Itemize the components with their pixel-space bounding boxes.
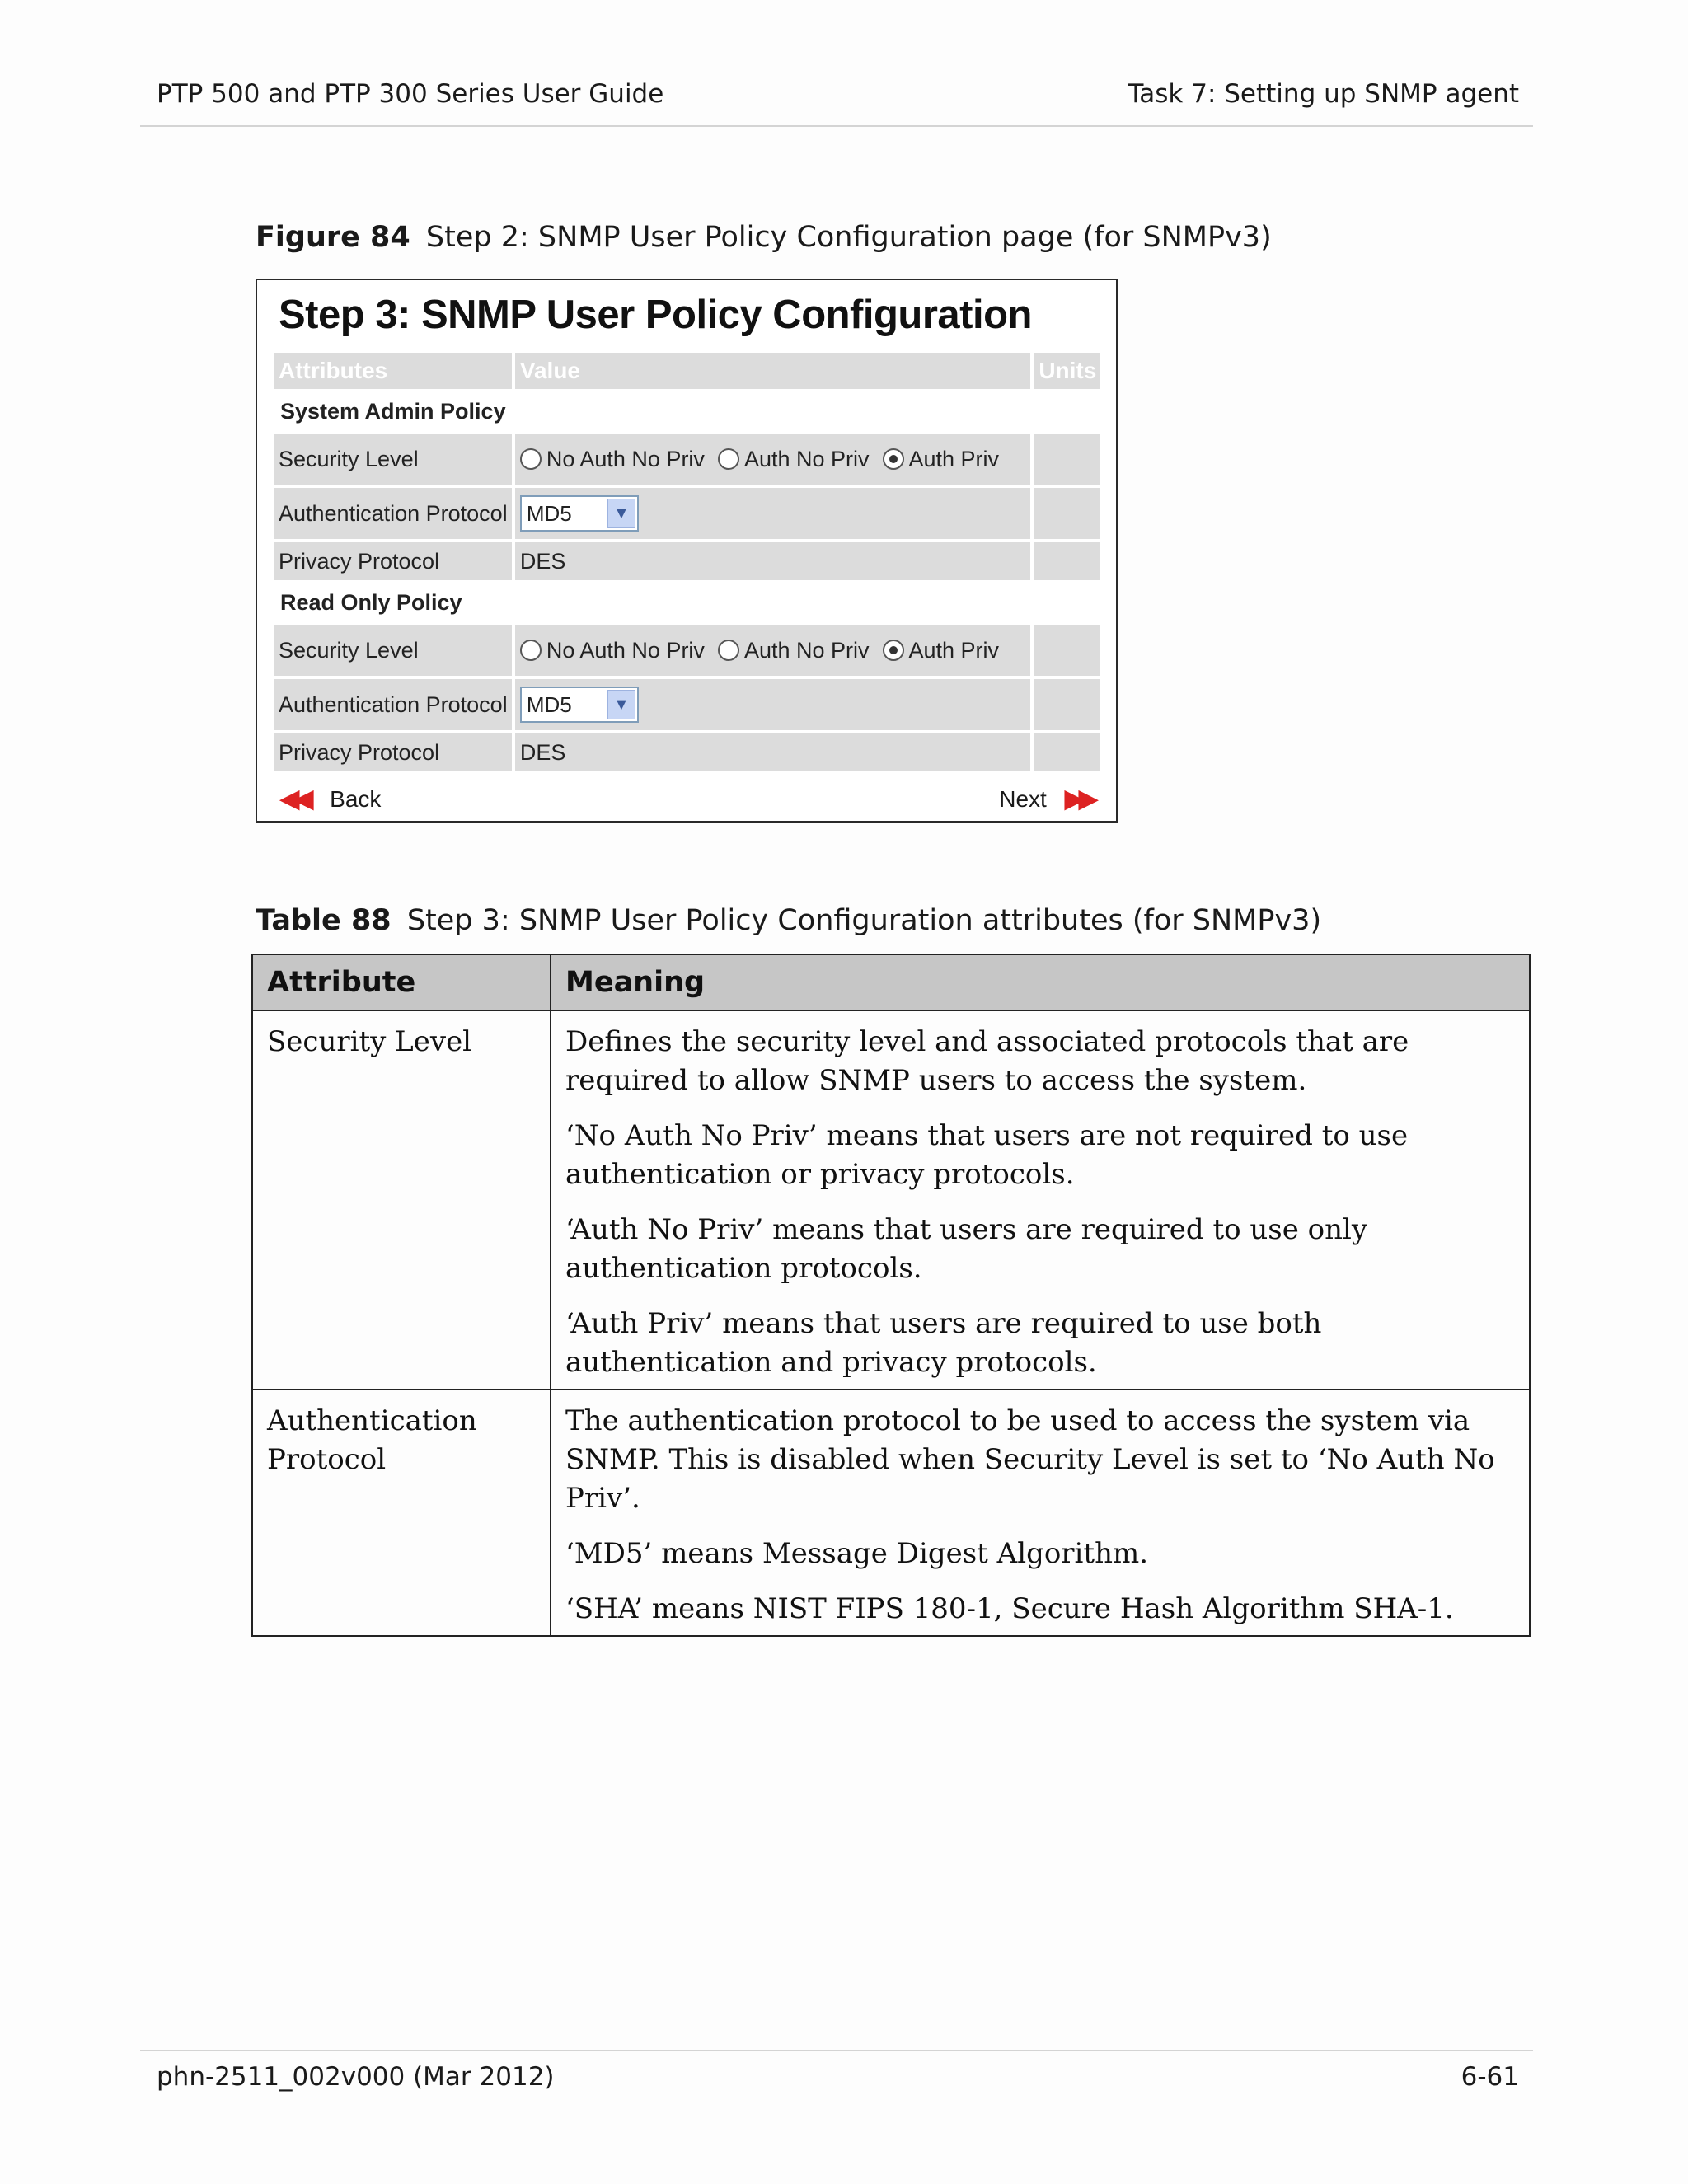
select-value: MD5 <box>526 500 572 526</box>
back-arrows-icon: ◀◀ <box>280 785 309 813</box>
radio-auth-no-priv[interactable] <box>718 447 870 472</box>
column-units: Units <box>1034 353 1100 389</box>
auth-protocol-label: Authentication Protocol <box>274 488 512 539</box>
radio-label: Auth No Priv <box>743 446 870 471</box>
meaning-paragraph: ‘Auth Priv’ means that users are required to use both authentication and privacy protocols. <box>565 1307 1322 1379</box>
attributes-table <box>251 954 1531 1637</box>
readonly-auth-protocol-row <box>274 679 1100 730</box>
auth-protocol-label: Authentication Protocol <box>274 679 512 730</box>
wizard-nav <box>274 785 1100 818</box>
header-meaning: Meaning <box>551 954 1530 1010</box>
admin-security-level-row <box>274 434 1100 485</box>
chevron-down-icon[interactable]: ▼ <box>607 690 635 719</box>
security-level-value <box>515 625 1030 676</box>
radio-no-auth-no-priv[interactable] <box>520 638 705 663</box>
header-rule <box>140 125 1533 127</box>
running-header-title: PTP 500 and PTP 300 Series User Guide <box>157 79 664 109</box>
table-header-row <box>252 954 1530 1010</box>
section-heading: System Admin Policy <box>280 398 506 424</box>
table-caption-label: Table 88 <box>256 904 392 937</box>
section-read-only-policy <box>274 583 1100 621</box>
auth-protocol-value <box>515 488 1030 539</box>
next-arrows-icon: ▶▶ <box>1064 785 1093 813</box>
meaning-paragraph: The authentication protocol to be used to access the system via SNMP. This is disabled when Security Level is set to ‘No Auth No Priv’. <box>565 1404 1495 1515</box>
auth-protocol-select[interactable] <box>520 687 639 723</box>
radio-selected-icon <box>883 640 904 661</box>
meaning-cell <box>551 1390 1530 1636</box>
radio-label: Auth No Priv <box>743 637 870 663</box>
figure-caption-label: Figure 84 <box>256 221 410 254</box>
radio-label: Auth Priv <box>908 637 1000 663</box>
units-cell <box>1034 434 1100 485</box>
table-caption <box>256 904 1321 937</box>
security-level-label: Security Level <box>274 434 512 485</box>
table-caption-text: Step 3: SNMP User Policy Configuration attributes (for SNMPv3) <box>406 904 1322 937</box>
snmp-user-policy-screenshot <box>256 279 1118 823</box>
footer-rule <box>140 2050 1533 2051</box>
units-cell <box>1034 542 1100 580</box>
table-row <box>252 1390 1530 1636</box>
auth-protocol-value <box>515 679 1030 730</box>
radio-auth-priv[interactable] <box>883 447 1000 472</box>
readonly-privacy-protocol-row <box>274 733 1100 771</box>
meaning-paragraph: ‘No Auth No Priv’ means that users are not required to use authentication or privacy protocols. <box>565 1119 1409 1191</box>
meaning-paragraph: ‘SHA’ means NIST FIPS 180-1, Secure Hash Algorithm SHA-1. <box>565 1592 1454 1625</box>
config-table-header <box>274 353 1100 389</box>
table-row <box>252 1010 1530 1390</box>
column-attributes: Attributes <box>274 353 512 389</box>
back-label: Back <box>330 785 382 812</box>
radio-label: No Auth No Priv <box>546 446 705 471</box>
privacy-protocol-label: Privacy Protocol <box>274 733 512 771</box>
privacy-protocol-label: Privacy Protocol <box>274 542 512 580</box>
radio-icon <box>520 448 542 470</box>
meaning-paragraph: Defines the security level and associated protocols that are required to allow SNMP users to access the system. <box>565 1025 1409 1097</box>
radio-no-auth-no-priv[interactable] <box>520 447 705 472</box>
radio-label: No Auth No Priv <box>546 637 705 663</box>
admin-privacy-protocol-row <box>274 542 1100 580</box>
security-level-label: Security Level <box>274 625 512 676</box>
header-attribute: Attribute <box>252 954 551 1010</box>
column-value: Value <box>515 353 1030 389</box>
radio-icon <box>718 640 739 661</box>
config-table <box>274 353 1100 775</box>
attribute-cell: Authentication Protocol <box>252 1390 551 1636</box>
security-level-value <box>515 434 1030 485</box>
footer-page-number: 6-61 <box>1461 2062 1519 2092</box>
chevron-down-icon[interactable]: ▼ <box>607 499 635 528</box>
footer-doc-id: phn-2511_002v000 (Mar 2012) <box>157 2062 555 2092</box>
radio-label: Auth Priv <box>908 446 1000 471</box>
next-button[interactable] <box>999 785 1093 813</box>
auth-protocol-select[interactable] <box>520 495 639 532</box>
section-heading: Read Only Policy <box>280 589 462 615</box>
figure-caption <box>256 221 1272 254</box>
radio-icon <box>718 448 739 470</box>
units-cell <box>1034 488 1100 539</box>
privacy-protocol-value: DES <box>515 733 1030 771</box>
readonly-security-level-row <box>274 625 1100 676</box>
meaning-paragraph: ‘MD5’ means Message Digest Algorithm. <box>565 1537 1149 1570</box>
units-cell <box>1034 625 1100 676</box>
running-header-section: Task 7: Setting up SNMP agent <box>1128 79 1519 109</box>
select-value: MD5 <box>526 691 572 717</box>
radio-auth-no-priv[interactable] <box>718 638 870 663</box>
units-cell <box>1034 733 1100 771</box>
meaning-cell <box>551 1010 1530 1390</box>
meaning-paragraph: ‘Auth No Priv’ means that users are required to use only authentication protocols. <box>565 1213 1368 1285</box>
radio-auth-priv[interactable] <box>883 638 1000 663</box>
figure-caption-text: Step 2: SNMP User Policy Configuration page (for SNMPv3) <box>425 221 1272 254</box>
back-button[interactable] <box>280 785 381 813</box>
radio-icon <box>520 640 542 661</box>
next-label: Next <box>999 785 1047 812</box>
admin-auth-protocol-row <box>274 488 1100 539</box>
units-cell <box>1034 679 1100 730</box>
attribute-cell: Security Level <box>252 1010 551 1390</box>
radio-selected-icon <box>883 448 904 470</box>
config-page-title: Step 3: SNMP User Policy Configuration <box>279 293 1032 337</box>
privacy-protocol-value: DES <box>515 542 1030 580</box>
section-system-admin-policy <box>274 392 1100 430</box>
